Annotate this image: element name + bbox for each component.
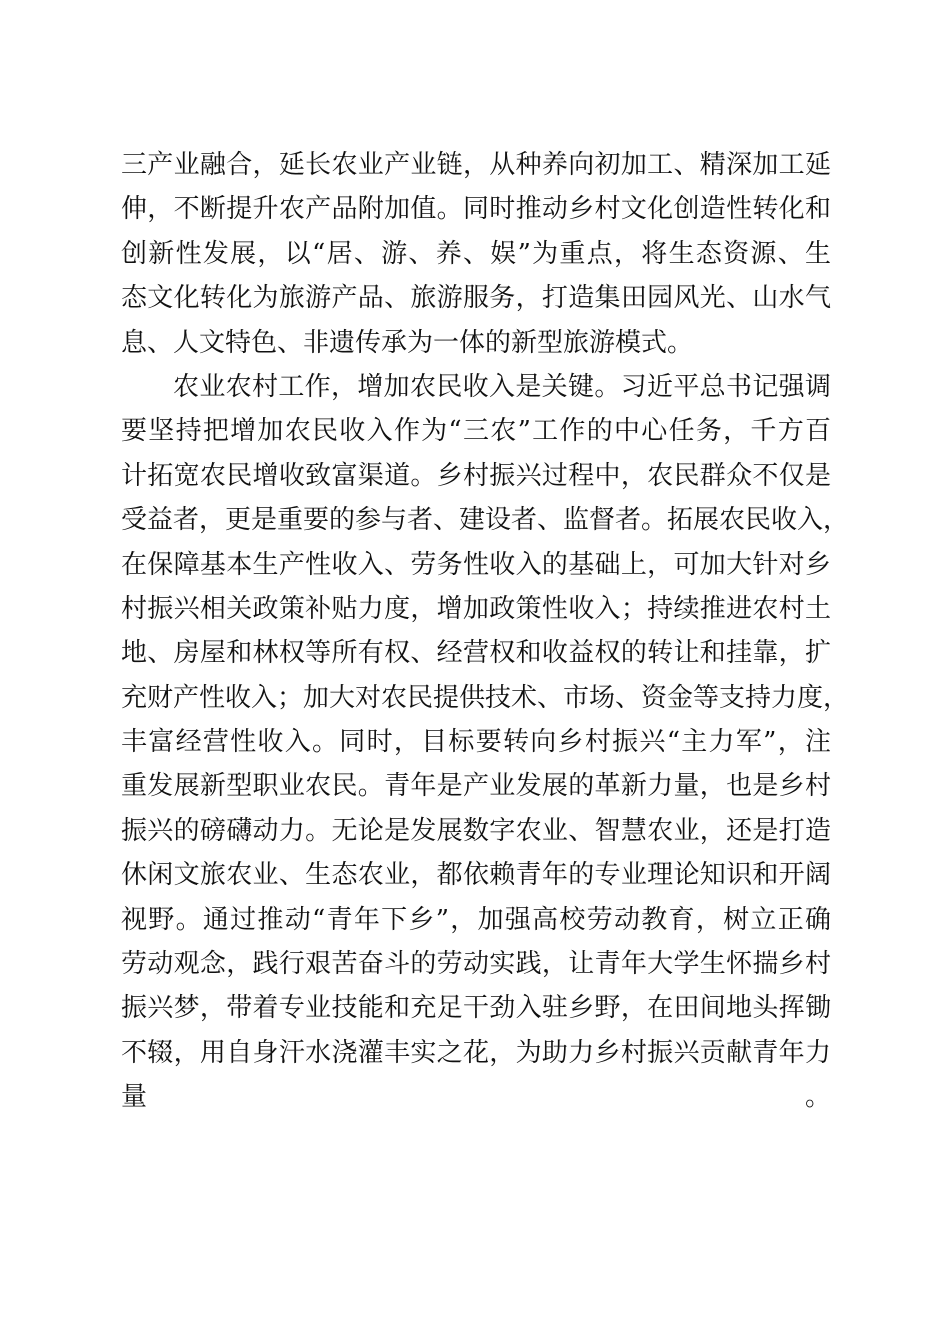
- text-line: 劳动观念，践行艰苦奋斗的劳动实践，让青年大学生怀揣乡村: [121, 949, 831, 980]
- text-line: 视野。通过推动“青年下乡”，加强高校劳动教育，树立正确: [121, 904, 831, 935]
- text-line: 充财产性收入；加大对农民提供技术、市场、资金等支持力度，: [121, 682, 850, 713]
- text-line: 态文化转化为旅游产品、旅游服务，打造集田园风光、山水气: [121, 283, 831, 314]
- text-line: 休闲文旅农业、生态农业，都依赖青年的专业理论知识和开阔: [121, 860, 831, 891]
- text-line: 村振兴相关政策补贴力度，增加政策性收入；持续推进农村土: [121, 593, 831, 624]
- text-line: 不辍，用自身汗水浇灌丰实之花，为助力乡村振兴贡献青年力: [121, 1037, 831, 1068]
- text-line: 三产业融合，延长农业产业链，从种养向初加工、精深加工延: [121, 150, 831, 180]
- text-line: 量。: [121, 1082, 831, 1113]
- text-line: [121, 1120, 831, 1164]
- text-line: 丰富经营性收入。同时，目标要转向乡村振兴“主力军”，注: [121, 727, 831, 758]
- text-line: 息、人文特色、非遗传承为一体的新型旅游模式。: [121, 327, 694, 358]
- paragraph: [121, 143, 831, 365]
- text-line: 振兴的磅礴动力。无论是发展数字农业、智慧农业，还是打造: [121, 815, 831, 846]
- text-line: 重发展新型职业农民。青年是产业发展的革新力量，也是乡村: [121, 771, 831, 802]
- text-line: 地、房屋和林权等所有权、经营权和收益权的转让和挂靠，扩: [121, 638, 831, 669]
- paragraph: [121, 365, 850, 1208]
- text-line: 伸，不断提升农产品附加值。同时推动乡村文化创造性转化和: [121, 194, 831, 225]
- text-line: 受益者，更是重要的参与者、建设者、监督者。拓展农民收入，: [121, 505, 850, 536]
- text-line: 计拓宽农民增收致富渠道。乡村振兴过程中，农民群众不仅是: [121, 460, 831, 491]
- text-line: 要坚持把增加农民收入作为“三农”工作的中心任务，千方百: [121, 416, 831, 447]
- text-line: [121, 1164, 831, 1208]
- document-body: [121, 143, 850, 1208]
- text-line: 农业农村工作，增加农民收入是关键。习近平总书记强调: [173, 371, 831, 402]
- text-line: 振兴梦，带着专业技能和充足干劲入驻乡野，在田间地头挥锄: [121, 993, 831, 1024]
- text-line: 创新性发展，以“居、游、养、娱”为重点，将生态资源、生: [121, 238, 831, 269]
- text-line: 在保障基本生产性收入、劳务性收入的基础上，可加大针对乡: [121, 549, 831, 580]
